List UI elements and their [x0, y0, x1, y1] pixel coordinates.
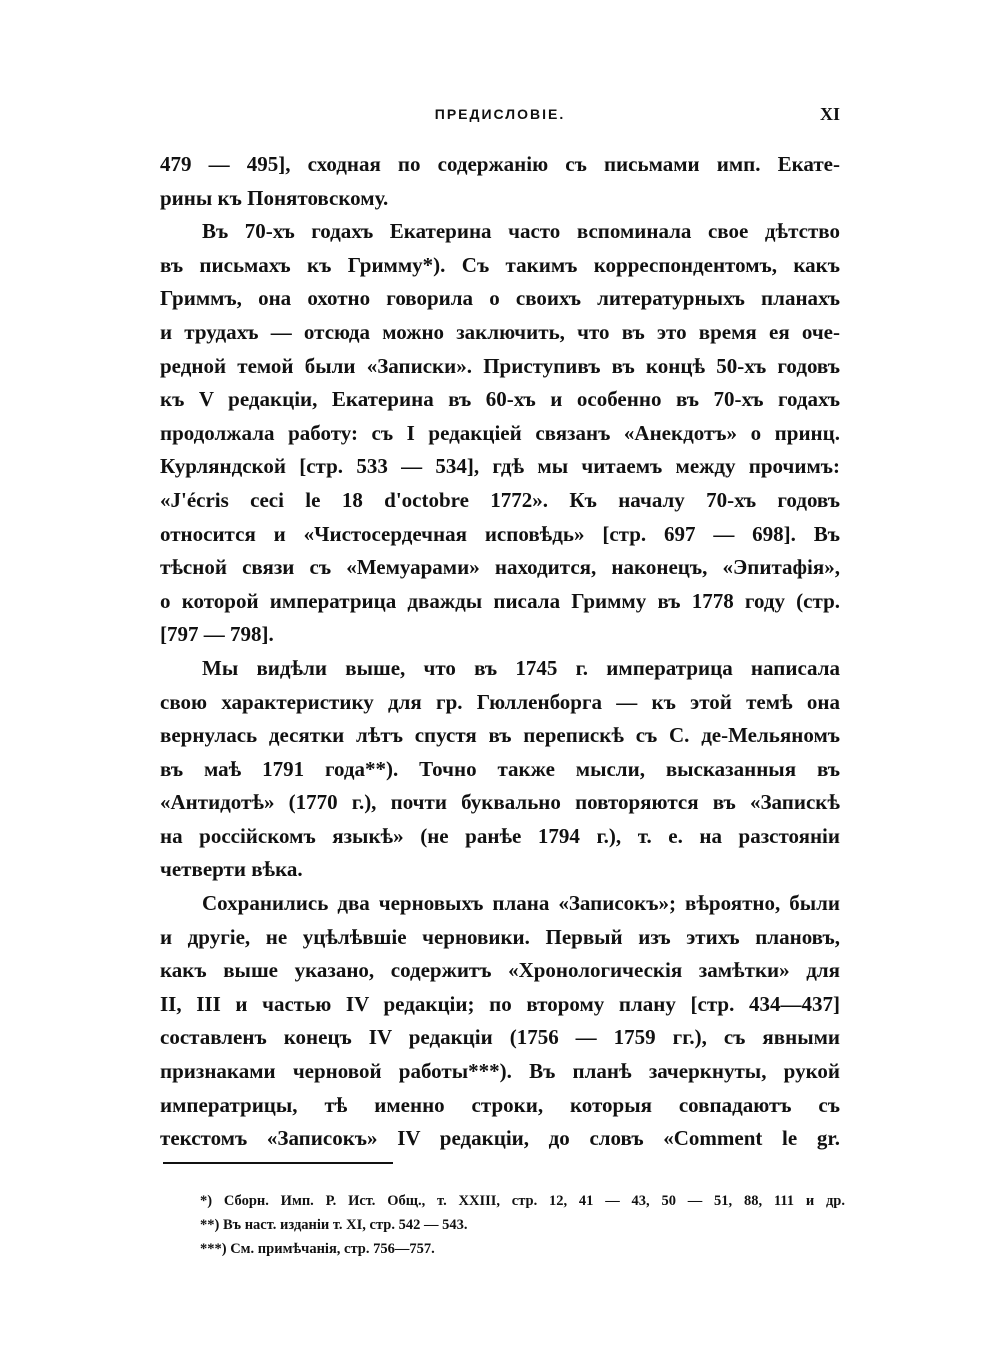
paragraph-start-line: Въ 70-хъ годахъ Екатерина часто вспоминала свое дѣтство	[202, 219, 840, 244]
footnote: ***) См. примѣчанія, стр. 756—757.	[200, 1241, 435, 1257]
text-line: редной темой были «Записки». Приступивъ въ концѣ 50-хъ годовъ	[160, 353, 840, 378]
text-line: признаками черновой работы***). Въ планѣ зачеркнуты, рукой	[160, 1059, 840, 1084]
text-line: «Антидотѣ» (1770 г.), почти буквально повторяются въ «Запискѣ	[160, 790, 840, 815]
text-line: къ V редакціи, Екатерина въ 60-хъ и особенно въ 70-хъ годахъ	[160, 387, 840, 412]
text-line: тѣсной связи съ «Мемуарами» находится, наконецъ, «Эпитафія»,	[160, 555, 840, 580]
text-line: 479 — 495], сходная по содержанію съ письмами имп. Екате-	[160, 152, 840, 176]
text-line: «J'écris ceci le 18 d'octobre 1772». Къ началу 70-хъ годовъ	[160, 487, 840, 512]
text-line: въ письмахъ къ Гримму*). Съ такимъ корреспондентомъ, какъ	[160, 252, 840, 277]
main-text	[160, 148, 840, 1156]
text-line: продолжала работу: съ I редакціей связанъ «Анекдотъ» о принц.	[160, 420, 840, 445]
paragraph-start-line: Сохранились два черновыхъ плана «Записокъ»; вѣроятно, были	[202, 891, 840, 916]
text-line: императрицы, тѣ именно строки, которыя совпадаютъ съ	[160, 1092, 840, 1117]
text-line: и трудахъ — отсюда можно заключить, что въ это время ея оче-	[160, 319, 840, 344]
text-line: текстомъ «Записокъ» IV редакціи, до словъ «Comment le gr.	[160, 1126, 840, 1151]
text-line: свою характеристику для гр. Гюлленборга — къ этой темѣ она	[160, 689, 840, 714]
text-line: Гриммъ, она охотно говорила о своихъ литературныхъ планахъ	[160, 286, 840, 311]
text-line: [797 — 798].	[160, 622, 274, 647]
text-line: Курляндской [стр. 533 — 534], гдѣ мы читаемъ между прочимъ:	[160, 454, 840, 479]
text-line: о которой императрица дважды писала Гримму въ 1778 году (стр.	[160, 588, 840, 613]
footnote: **) Въ наст. изданіи т. XI, стр. 542 — 543.	[200, 1217, 468, 1233]
text-line: составленъ конецъ IV редакціи (1756 — 1759 гг.), съ явными	[160, 1025, 840, 1050]
page-number: XI	[819, 104, 840, 124]
footnote: *) Сборн. Имп. Р. Ист. Общ., т. XXIII, стр. 12, 41 — 43, 50 — 51, 88, 111 и др.	[200, 1193, 845, 1209]
running-title: ПРЕДИСЛОВІЕ.	[434, 106, 566, 122]
text-line: рины къ Понятовскому.	[160, 185, 389, 210]
text-line: II, III и частью IV редакціи; по второму плану [стр. 434—437]	[160, 991, 840, 1016]
text-line: четверти вѣка.	[160, 857, 303, 882]
page-header	[160, 100, 840, 130]
text-line: относится и «Чистосердечная исповѣдь» [стр. 697 — 698]. Въ	[160, 521, 840, 546]
text-line: какъ выше указано, содержитъ «Хронологическія замѣтки» для	[160, 958, 840, 983]
footnotes	[200, 1189, 845, 1261]
text-line: и другіе, не уцѣлѣвшіе черновики. Первый изъ этихъ плановъ,	[160, 924, 840, 949]
footnote-rule	[163, 1162, 393, 1164]
text-line: на россійскомъ языкѣ» (не ранѣе 1794 г.), т. е. на разстояніи	[160, 823, 840, 848]
text-line: въ маѣ 1791 года**). Точно также мысли, высказанныя въ	[160, 756, 840, 781]
paragraph-start-line: Мы видѣли выше, что въ 1745 г. императрица написала	[202, 655, 840, 680]
text-line: вернулась десятки лѣтъ спустя въ перепискѣ съ С. де-Мельяномъ	[160, 723, 840, 748]
